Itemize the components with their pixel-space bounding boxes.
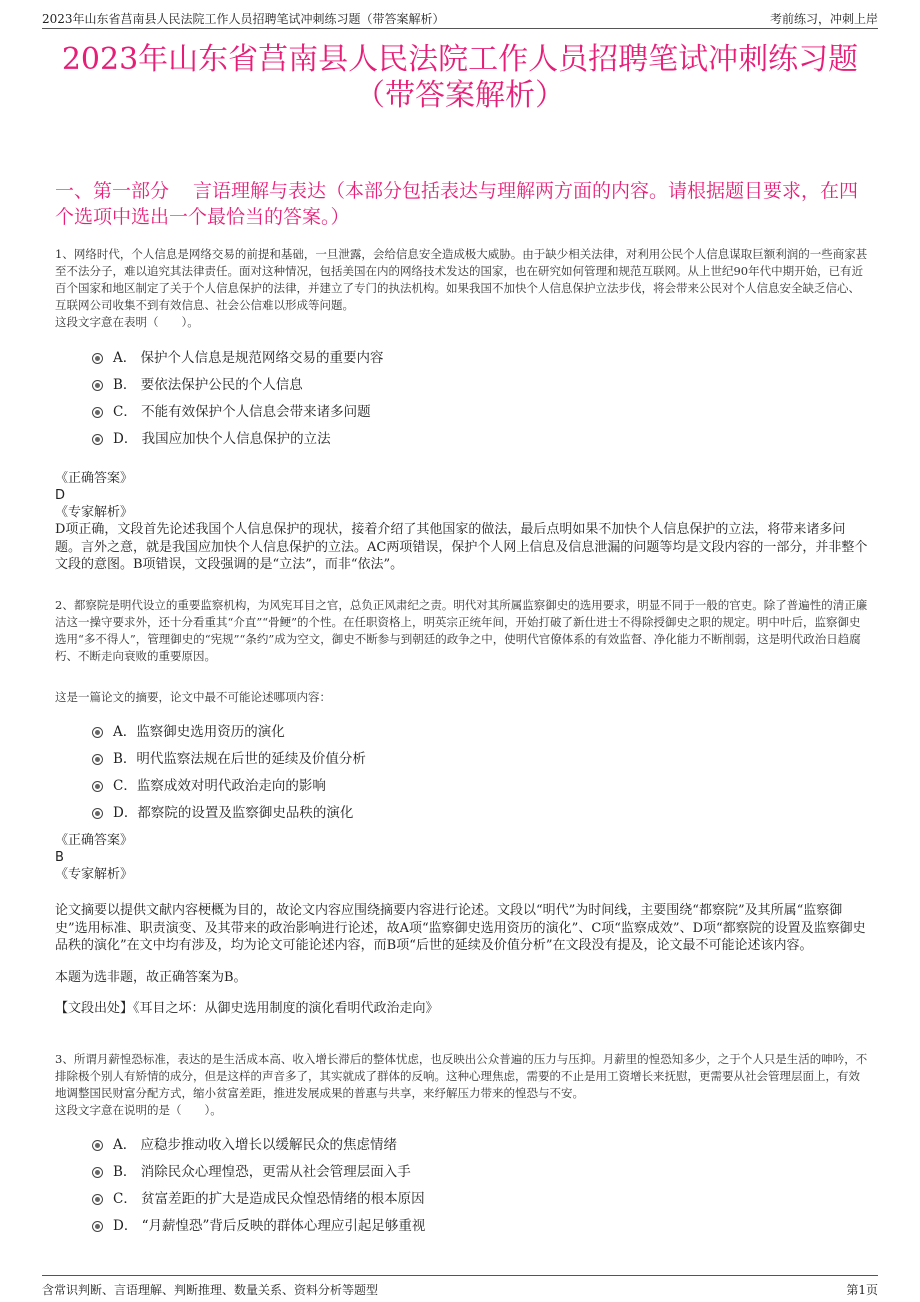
page-title-line1: 2023年山东省莒南县人民法院工作人员招聘笔试冲刺练习题 bbox=[61, 42, 859, 77]
page-number: 第1页 bbox=[846, 1283, 878, 1297]
page-footer bbox=[42, 1275, 878, 1302]
answer-value: B bbox=[55, 850, 64, 865]
question-1-stem: 1、网络时代，个人信息是网络交易的前提和基础，一旦泄露，会给信息安全造成极大威胁。由于缺少相关法律，对利用公民个人信息谋取巨额利润的一些商家甚至不法分子，难以追究其法律责任。面对这种情况，包括美国在内的网络技术发达的国家，也在研究如何管理和规范互联网。从上世纪90年代中期开始，已有近百个国家和地区制定了关于个人信息保护的法律，并建立了专门的执法机构。如果我国不加快个人信息保护立法步伐，将会带来公民对个人信息安全缺乏信心、互联网公司收集不到有效信息、社会公信难以形成等问题。 bbox=[55, 247, 868, 312]
q1-option-b[interactable]: B． 要依法保护公民的个人信息 bbox=[92, 369, 384, 396]
question-1-prompt: 这段文字意在表明（ ）。 bbox=[55, 315, 199, 329]
radio-icon[interactable] bbox=[92, 1167, 103, 1178]
question-3-options bbox=[92, 1129, 425, 1237]
q3-option-a[interactable]: A． 应稳步推动收入增长以缓解民众的焦虑情绪 bbox=[92, 1129, 425, 1156]
analysis-conclusion: 本题为选非题，故正确答案为B。 bbox=[55, 969, 247, 985]
question-2-answer bbox=[55, 832, 870, 883]
q2-option-c[interactable]: C．监察成效对明代政治走向的影响 bbox=[92, 770, 366, 797]
question-3-stem: 3、所谓月薪惶恐标准，表达的是生活成本高、收入增长滞后的整体忧虑，也反映出公众普遍的压力与压抑。月薪里的惶恐知多少，之于个人只是生活的呻吟，不排除极个别人有矫情的成分，但是这样的声音多了，其实就成了群体的反响。这种心理焦虑，需要的不止是用工资增长来抚慰，更需要从社会管理层面上，有效地调整国民财富分配方式，缩小贫富差距，推进发展成果的普惠与共享，来纾解压力带来的惶恐与不安。 bbox=[55, 1052, 868, 1100]
header-doc-title: 2023年山东省莒南县人民法院工作人员招聘笔试冲刺练习题（带答案解析） bbox=[42, 12, 445, 26]
radio-icon[interactable] bbox=[92, 407, 103, 418]
radio-icon[interactable] bbox=[92, 353, 103, 364]
q1-option-c[interactable]: C． 不能有效保护个人信息会带来诸多问题 bbox=[92, 396, 384, 423]
question-3-prompt: 这段文字意在说明的是（ ）。 bbox=[55, 1103, 222, 1117]
q2-option-a[interactable]: A．监察御史选用资历的演化 bbox=[92, 716, 366, 743]
radio-icon[interactable] bbox=[92, 808, 103, 819]
radio-icon[interactable] bbox=[92, 781, 103, 792]
page-title bbox=[0, 42, 920, 114]
radio-icon[interactable] bbox=[92, 1140, 103, 1151]
question-3 bbox=[55, 1051, 870, 1119]
page-title-line2: （带答案解析） bbox=[355, 78, 565, 113]
answer-label: 《正确答案》 bbox=[55, 833, 134, 848]
radio-icon[interactable] bbox=[92, 434, 103, 445]
page-header bbox=[42, 0, 878, 29]
analysis-text: D项正确，文段首先论述我国个人信息保护的现状，接着介绍了其他国家的做法，最后点明如果不加快个人信息保护的立法，将带来诸多问题。言外之意，就是我国应加快个人信息保护的立法。AC两项错误，保护个人网上信息及信息泄漏的问题等均是文段内容的一部分，并非整个文段的意图。B项错误，文段强调的是“立法”，而非“依法”。 bbox=[55, 522, 868, 572]
q1-option-d[interactable]: D． 我国应加快个人信息保护的立法 bbox=[92, 423, 384, 450]
q2-option-d[interactable]: D．都察院的设置及监察御史品秩的演化 bbox=[92, 797, 366, 824]
footer-question-types: 含常识判断、言语理解、判断推理、数量关系、资料分析等题型 bbox=[42, 1283, 379, 1297]
answer-value: D bbox=[55, 488, 66, 503]
question-2 bbox=[55, 597, 870, 665]
radio-icon[interactable] bbox=[92, 727, 103, 738]
question-1-options bbox=[92, 342, 384, 450]
section-part: 一、第一部分 bbox=[55, 180, 170, 202]
question-2-options bbox=[92, 716, 366, 824]
radio-icon[interactable] bbox=[92, 754, 103, 765]
analysis-label: 《专家解析》 bbox=[55, 867, 134, 882]
question-1-answer bbox=[55, 470, 870, 574]
answer-label: 《正确答案》 bbox=[55, 471, 134, 486]
question-1 bbox=[55, 246, 870, 331]
radio-icon[interactable] bbox=[92, 380, 103, 391]
q1-option-a[interactable]: A． 保护个人信息是规范网络交易的重要内容 bbox=[92, 342, 384, 369]
q3-option-b[interactable]: B． 消除民众心理惶恐，更需从社会管理层面入手 bbox=[92, 1156, 425, 1183]
section-heading bbox=[55, 178, 865, 230]
question-2-stem: 2、都察院是明代设立的重要监察机构，为风宪耳目之官，总负正风肃纪之责。明代对其所属监察御史的选用要求，明显不同于一般的官吏。除了普遍性的清正廉洁这一操守要求外，还十分看重其“介直”“骨鲠”的个性。在任职资格上，明英宗正统年间，开始打破了新仕进士不得除授御史之职的规定。明中叶后，监察御史选用“多不得人”，管理御史的“宪规”“条约”成为空文，御史不断参与到朝廷的政争之中，使明代官僚体系的有效监督、净化能力不断削弱，这是明代政治日趋腐朽、不断走向衰败的重要原因。 bbox=[55, 598, 868, 663]
analysis-text: 论文摘要以提供文献内容梗概为目的，故论文内容应围绕摘要内容进行论述。文段以“明代”为时间线，主要围绕“都察院”及其所属“监察御史”选用标准、职责演变、及其带来的政治影响进行论述，故A项“监察御史选用资历的演化”、C项“监察成效”、D项“都察院的设置及监察御史品秩的演化”在文中均有涉及，均为论文可能论述内容，而B项“后世的延续及价值分析”在文段没有提及，论文最不可能论述该内容。 bbox=[55, 903, 866, 953]
section-description: 言语理解与表达（本部分包括表达与理解两方面的内容。请根据题目要求，在四个选项中选出一个最恰当的答案。） bbox=[55, 180, 859, 228]
question-2-prompt-row bbox=[55, 689, 870, 706]
radio-icon[interactable] bbox=[92, 1221, 103, 1232]
q2-option-b[interactable]: B．明代监察法规在后世的延续及价值分析 bbox=[92, 743, 366, 770]
radio-icon[interactable] bbox=[92, 1194, 103, 1205]
q3-option-d[interactable]: D． “月薪惶恐”背后反映的群体心理应引起足够重视 bbox=[92, 1210, 425, 1237]
analysis-source: 【文段出处】《耳目之坏：从御史选用制度的演化看明代政治走向》 bbox=[55, 1001, 439, 1016]
question-2-analysis bbox=[55, 902, 870, 1018]
header-slogan: 考前练习，冲刺上岸 bbox=[769, 12, 878, 26]
q3-option-c[interactable]: C． 贫富差距的扩大是造成民众惶恐情绪的根本原因 bbox=[92, 1183, 425, 1210]
question-2-prompt: 这是一篇论文的摘要，论文中最不可能论述哪项内容： bbox=[55, 690, 331, 704]
analysis-label: 《专家解析》 bbox=[55, 505, 134, 520]
